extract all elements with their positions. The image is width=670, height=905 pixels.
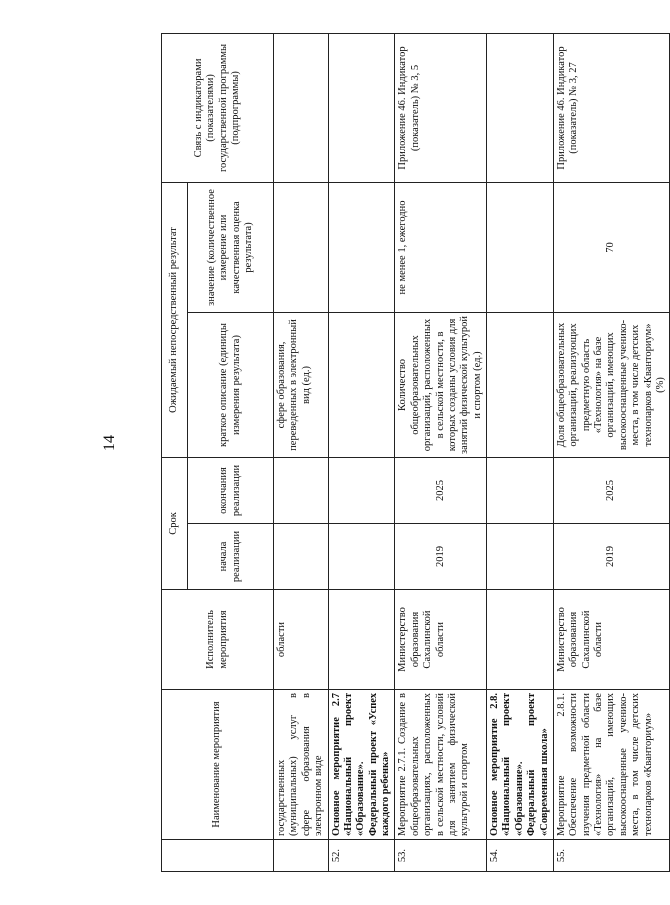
row-executor	[487, 590, 554, 690]
row-end	[328, 457, 395, 523]
row-num: 52.	[328, 840, 395, 872]
table-row	[487, 33, 554, 871]
page-number: 14	[101, 435, 118, 451]
row-link	[487, 33, 554, 182]
row-value	[487, 182, 554, 312]
row-desc: Доля общеобразовательных организаций, реализующих предметную область «Технология» на базе организаций, имеющих высокооснащенные ученико-места, в том числе детских технопарков «Кванториум» (%)	[553, 312, 669, 457]
row-executor: области	[274, 590, 329, 690]
row-link: Приложение 46. Индикатор (показатель) № 3, 27	[553, 33, 669, 182]
row-num	[274, 840, 329, 872]
header-short-desc: краткое описание (единицы измерения результата)	[188, 312, 274, 457]
row-value	[328, 182, 395, 312]
header-result: Ожидаемый непосредственный результат	[162, 182, 188, 457]
row-end	[487, 457, 554, 523]
row-name: государственных (муниципальных) услуг в сфере образования в электронном виде	[274, 690, 329, 840]
header-start: начала реализации	[188, 524, 274, 590]
row-link	[328, 33, 395, 182]
row-link	[274, 33, 329, 182]
table-row	[395, 33, 487, 871]
row-end: 2025	[395, 457, 487, 523]
row-desc	[487, 312, 554, 457]
row-start: 2019	[395, 524, 487, 590]
table-row	[553, 33, 669, 871]
header-value: значение (количественное измерение или качественная оценка результата)	[188, 182, 274, 312]
row-executor: Министерство образования Сахалинской области	[553, 590, 669, 690]
header-name: Наименование мероприятия	[162, 690, 274, 840]
table-row	[328, 33, 395, 871]
row-name: Основное мероприятие 2.7 «Национальный проект «Образование». Федеральный проект «Успех каждого ребенка»	[328, 690, 395, 840]
row-start	[274, 524, 329, 590]
row-end: 2025	[553, 457, 669, 523]
rotated-table-container	[161, 34, 666, 872]
header-term: Срок	[162, 457, 188, 589]
header-num	[162, 840, 274, 872]
row-end	[274, 457, 329, 523]
row-executor	[328, 590, 395, 690]
row-num: 55.	[553, 840, 669, 872]
row-start	[487, 524, 554, 590]
row-value: не менее 1, ежегодно	[395, 182, 487, 312]
row-value	[274, 182, 329, 312]
header-link: Связь с индикаторами (показателями) государственной программы (подпрограммы)	[162, 33, 274, 182]
row-link: Приложение 46. Индикатор (показатель) № 3, 5	[395, 33, 487, 182]
header-executor: Исполнитель мероприятия	[162, 590, 274, 690]
row-name: Мероприятие 2.7.1. Создание в общеобразовательных организациях, расположенных в сельской местности, условий для занятием физической культурой и спортом	[395, 690, 487, 840]
row-num: 53.	[395, 840, 487, 872]
row-desc: сфере образования, переведенных в электронный вид (ед.)	[274, 312, 329, 457]
row-value: 70	[553, 182, 669, 312]
row-start	[328, 524, 395, 590]
activities-table	[161, 33, 670, 872]
row-start: 2019	[553, 524, 669, 590]
row-executor: Министерство образования Сахалинской области	[395, 590, 487, 690]
row-name: Мероприятие 2.8.1. Обеспечение возможности изучения предметной области «Технология» на базе организаций, имеющих высокооснащенные ученико-места, в том числе детских технопарков «Кванториум»	[553, 690, 669, 840]
row-name: Основное мероприятие 2.8. «Национальный проект «Образование». Федеральный проект «Современная школа»	[487, 690, 554, 840]
table-row	[274, 33, 329, 871]
header-end: окончания реализации	[188, 457, 274, 523]
row-desc: Количество общеобразовательных организаций, расположенных в сельской местности, в которых созданы условия для занятий физической культурой и спортом (ед.)	[395, 312, 487, 457]
row-num: 54.	[487, 840, 554, 872]
row-desc	[328, 312, 395, 457]
